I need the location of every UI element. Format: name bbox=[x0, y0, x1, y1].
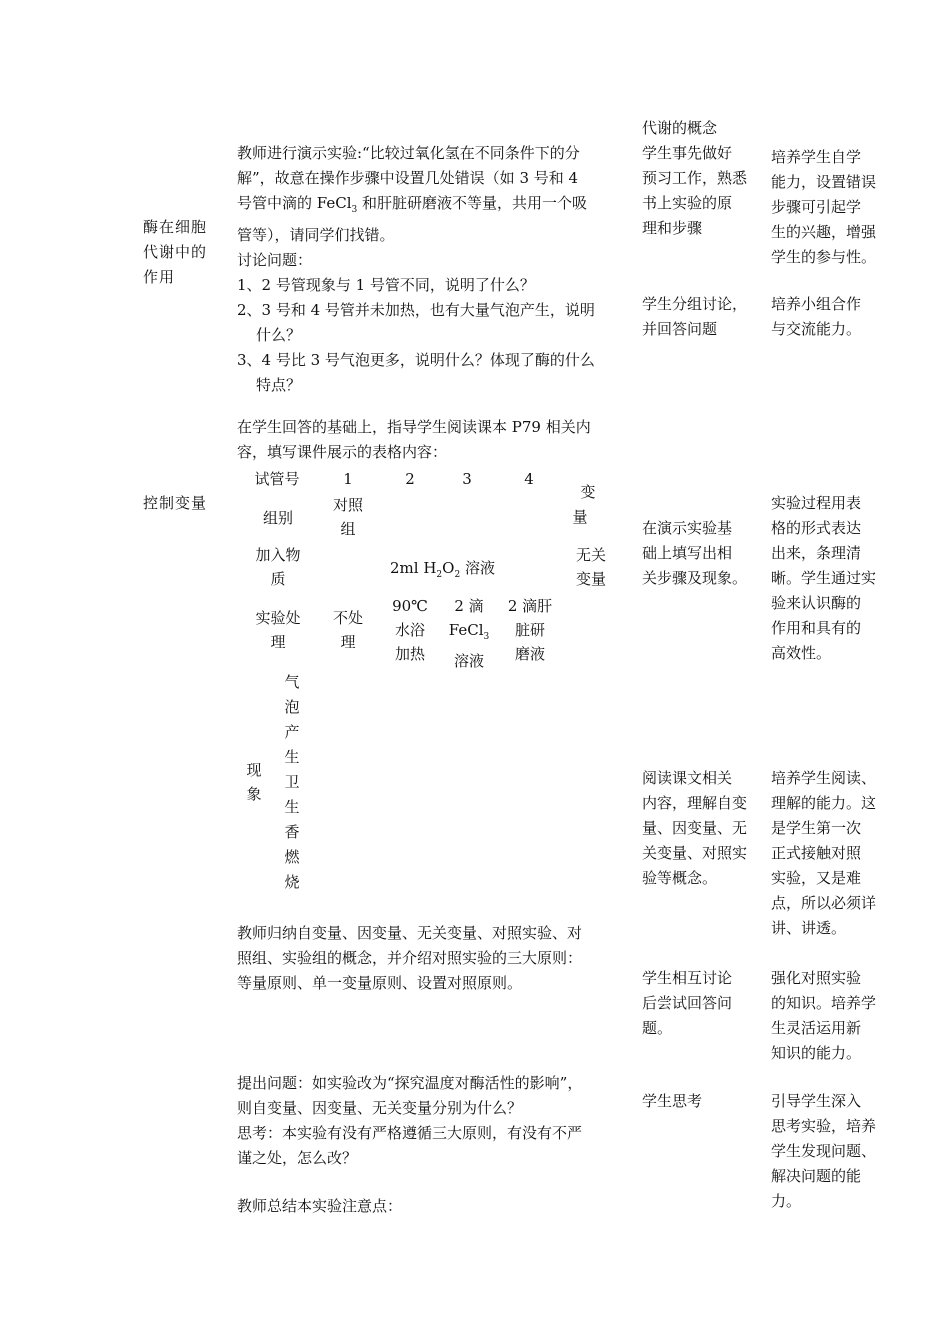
text-line: 的知识。培养学 bbox=[771, 994, 877, 1012]
text-line: 管等），请同学们找错。 bbox=[237, 226, 395, 244]
text-line: 与交流能力。 bbox=[771, 320, 862, 338]
section-label-line: 酶在细胞 bbox=[143, 218, 208, 236]
text-line: 在学生回答的基础上，指导学生阅读课本 P79 相关内 bbox=[237, 418, 591, 436]
text-fragment: 2ml H bbox=[390, 559, 437, 577]
text-line: 解”，故意在操作步骤中设置几处错误（如 3 号和 4 bbox=[237, 169, 579, 187]
text-line: 思考：本实验有没有严格遵循三大原则，有没有不严 bbox=[237, 1124, 583, 1142]
table-header-3: 3 bbox=[462, 470, 472, 488]
section-label-line: 作用 bbox=[143, 268, 176, 286]
design-intent-3 bbox=[771, 491, 887, 666]
text-line: 实验过程用表 bbox=[771, 494, 862, 512]
text-fragment: O bbox=[442, 559, 455, 577]
cell-line: 理 bbox=[340, 633, 356, 651]
cell-line: 脏研 bbox=[514, 621, 545, 639]
text-line: 晰。学生通过实 bbox=[771, 569, 877, 587]
text-line: 培养学生阅读、 bbox=[771, 769, 877, 787]
table-row-treatment-label bbox=[248, 606, 308, 654]
vertical-char: 烧 bbox=[284, 873, 300, 891]
text-fragment: FeCl bbox=[448, 621, 484, 639]
text-line: 实验，又是难 bbox=[771, 869, 862, 887]
text-line bbox=[237, 191, 629, 223]
subscript: 3 bbox=[483, 632, 490, 642]
design-intent-6 bbox=[771, 1089, 887, 1214]
table-header-1: 1 bbox=[343, 470, 353, 488]
table-header-variable-bottom: 量 bbox=[572, 508, 588, 526]
text-line: 题。 bbox=[642, 1019, 673, 1037]
text-line: 学生思考 bbox=[642, 1092, 703, 1110]
summary-concepts-paragraph bbox=[237, 921, 629, 996]
vertical-char: 生 bbox=[284, 798, 300, 816]
text-line: 点，所以必须详 bbox=[771, 894, 877, 912]
text-line: 学生相互讨论 bbox=[642, 969, 733, 987]
design-intent-2 bbox=[771, 292, 887, 342]
text-line: 则自变量、因变量、无关变量分别为什么？ bbox=[237, 1099, 523, 1117]
subscript: 3 bbox=[351, 205, 358, 215]
design-intent-4 bbox=[771, 766, 887, 941]
cell-line: 水浴 bbox=[394, 621, 425, 639]
text-line: 容，填写课件展示的表格内容： bbox=[237, 443, 448, 461]
cell-line: 质 bbox=[270, 570, 286, 588]
text-fragment: 和肝脏研磨液不等量，共用一个吸 bbox=[362, 194, 588, 212]
text-line: 内容，理解自变 bbox=[642, 794, 748, 812]
text-line: 出来，条理清 bbox=[771, 544, 862, 562]
subscript: 2 bbox=[436, 570, 443, 580]
text-line: 阅读课文相关 bbox=[642, 769, 733, 787]
vertical-char: 生 bbox=[284, 748, 300, 766]
question-3: 3、4 号比 3 号气泡更多，说明什么？体现了酶的什么 bbox=[237, 351, 595, 369]
question-2: 2、3 号和 4 号管并未加热，也有大量气泡产生，说明 bbox=[237, 301, 595, 319]
student-activity-3 bbox=[642, 516, 756, 591]
text-line: 础上填写出相 bbox=[642, 544, 733, 562]
text-line: 学生分组讨论， bbox=[642, 295, 748, 313]
teacher-summary-line bbox=[237, 1194, 629, 1219]
text-line: 培养小组合作 bbox=[771, 295, 862, 313]
text-line: 等量原则、单一变量原则、设置对照原则。 bbox=[237, 974, 523, 992]
section-label-line: 代谢中的 bbox=[143, 243, 208, 261]
text-fragment: 溶液 bbox=[460, 559, 495, 577]
table-row-phenomenon-label bbox=[244, 758, 264, 806]
cell-line: 90℃ bbox=[392, 597, 428, 615]
teacher-demo-paragraph bbox=[237, 141, 629, 398]
text-line: 格的形式表达 bbox=[771, 519, 862, 537]
text-line: 理和步骤 bbox=[642, 219, 703, 237]
section-label-control-variable bbox=[143, 491, 225, 516]
table-header-variable-top: 变 bbox=[580, 483, 596, 501]
text-line: 教师总结本实验注意点： bbox=[237, 1197, 403, 1215]
text-line: 强化对照实验 bbox=[771, 969, 862, 987]
table-cell-h2o bbox=[390, 556, 500, 587]
cell-line: 2 滴肝 bbox=[507, 597, 553, 615]
text-line: 是学生第一次 bbox=[771, 819, 862, 837]
text-line: 量、因变量、无 bbox=[642, 819, 748, 837]
section-label-enzyme bbox=[143, 215, 225, 290]
vertical-char: 卫 bbox=[284, 773, 300, 791]
cell-line: 无关 bbox=[575, 546, 606, 564]
cell-line: 现 bbox=[246, 761, 262, 779]
text-line: 讲、讲透。 bbox=[771, 919, 847, 937]
text-line: 验等概念。 bbox=[642, 869, 718, 887]
reading-guide-paragraph bbox=[237, 415, 629, 465]
student-activity-1 bbox=[642, 116, 756, 241]
text-line: 学生发现问题、 bbox=[771, 1142, 877, 1160]
table-cell-control bbox=[328, 493, 368, 541]
text-line: 预习工作，熟悉 bbox=[642, 169, 748, 187]
design-intent-1 bbox=[771, 145, 887, 270]
text-line: 关步骤及现象。 bbox=[642, 569, 748, 587]
vertical-char: 香 bbox=[284, 823, 300, 841]
vertical-char: 泡 bbox=[284, 698, 300, 716]
cell-line bbox=[446, 618, 492, 649]
table-cell-liver bbox=[502, 594, 558, 666]
text-line: 生灵活运用新 bbox=[771, 1019, 862, 1037]
text-line: 教师归纳自变量、因变量、无关变量、对照实验、对 bbox=[237, 924, 583, 942]
text-line: 代谢的概念 bbox=[642, 119, 718, 137]
table-row-add-label bbox=[248, 543, 308, 591]
student-activity-4 bbox=[642, 766, 756, 891]
table-header-tube: 试管号 bbox=[254, 470, 300, 488]
text-line: 书上实验的原 bbox=[642, 194, 733, 212]
question-paragraph bbox=[237, 1071, 629, 1171]
vertical-char: 燃 bbox=[284, 848, 300, 866]
vertical-char: 产 bbox=[284, 723, 300, 741]
table-row-group-label: 组别 bbox=[262, 509, 293, 527]
cell-line: 加热 bbox=[394, 645, 425, 663]
section-label-line: 控制变量 bbox=[143, 494, 208, 512]
text-line: 教师进行演示实验:“比较过氧化氢在不同条件下的分 bbox=[237, 144, 580, 162]
text-line: 引导学生深入 bbox=[771, 1092, 862, 1110]
cell-line: 变量 bbox=[575, 570, 606, 588]
discussion-title: 讨论问题： bbox=[237, 251, 313, 269]
vertical-char: 气 bbox=[284, 673, 300, 691]
text-line: 思考实验，培养 bbox=[771, 1117, 877, 1135]
text-line: 力。 bbox=[771, 1192, 802, 1210]
text-line: 解决问题的能 bbox=[771, 1167, 862, 1185]
table-cell-irrelevant-variable bbox=[571, 543, 611, 591]
table-header-4: 4 bbox=[524, 470, 534, 488]
cell-line: 实验处 bbox=[255, 609, 301, 627]
cell-line: 加入物 bbox=[255, 546, 301, 564]
cell-line: 2 滴 bbox=[454, 597, 484, 615]
text-line: 知识的能力。 bbox=[771, 1044, 862, 1062]
text-line: 步骤可引起学 bbox=[771, 198, 862, 216]
text-line: 作用和具有的 bbox=[771, 619, 862, 637]
text-line: 验来认识酶的 bbox=[771, 594, 862, 612]
question-1: 1、2 号管现象与 1 号管不同，说明了什么？ bbox=[237, 276, 535, 294]
cell-line: 理 bbox=[270, 633, 286, 651]
cell-line: 不处 bbox=[332, 609, 363, 627]
cell-line: 组 bbox=[340, 520, 356, 538]
text-line: 学生的参与性。 bbox=[771, 248, 877, 266]
subscript: 2 bbox=[454, 570, 461, 580]
cell-line: 溶液 bbox=[453, 652, 484, 670]
student-activity-6 bbox=[642, 1089, 756, 1114]
question-2-cont: 什么？ bbox=[256, 326, 302, 344]
table-vertical-text bbox=[282, 670, 302, 895]
question-3-cont: 特点？ bbox=[256, 376, 302, 394]
table-cell-fecl3 bbox=[446, 594, 492, 673]
text-line: 后尝试回答问 bbox=[642, 994, 733, 1012]
text-line: 照组、实验组的概念，并介绍对照实验的三大原则： bbox=[237, 949, 583, 967]
table-header-2: 2 bbox=[405, 470, 415, 488]
text-line: 学生事先做好 bbox=[642, 144, 733, 162]
text-line: 谨之处，怎么改？ bbox=[237, 1149, 358, 1167]
cell-line: 磨液 bbox=[514, 645, 545, 663]
table-cell-water-bath bbox=[390, 594, 430, 666]
text-line: 高效性。 bbox=[771, 644, 832, 662]
text-line: 提出问题：如实验改为“探究温度对酶活性的影响”， bbox=[237, 1074, 583, 1092]
text-line: 并回答问题 bbox=[642, 320, 718, 338]
student-activity-5 bbox=[642, 966, 756, 1041]
text-line: 生的兴趣，增强 bbox=[771, 223, 877, 241]
cell-line: 对照 bbox=[332, 496, 363, 514]
text-line: 关变量、对照实 bbox=[642, 844, 748, 862]
design-intent-5 bbox=[771, 966, 887, 1066]
cell-line: 象 bbox=[246, 785, 262, 803]
text-line: 理解的能力。这 bbox=[771, 794, 877, 812]
text-line: 能力，设置错误 bbox=[771, 173, 877, 191]
text-line: 在演示实验基 bbox=[642, 519, 733, 537]
student-activity-2 bbox=[642, 292, 756, 342]
text-fragment: 号管中滴的 FeCl bbox=[237, 194, 352, 212]
table-cell-no-treatment bbox=[328, 606, 368, 654]
text-line: 培养学生自学 bbox=[771, 148, 862, 166]
text-line: 正式接触对照 bbox=[771, 844, 862, 862]
